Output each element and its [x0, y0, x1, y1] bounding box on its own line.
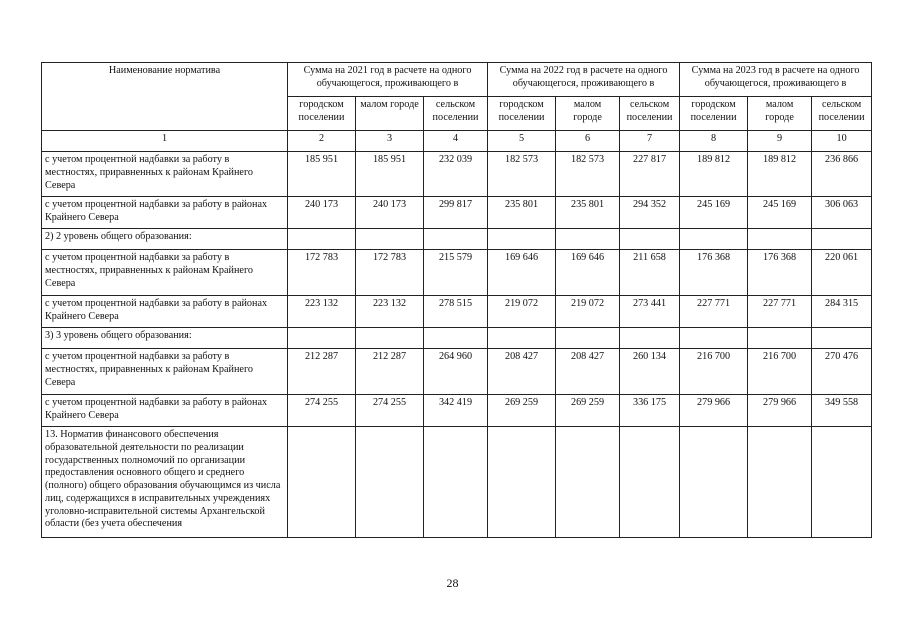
value-cell: 208 427	[488, 349, 556, 395]
value-cell: 260 134	[620, 349, 680, 395]
value-cell	[488, 328, 556, 349]
sub-header-city: городском поселении	[288, 97, 356, 131]
table-row	[42, 328, 872, 349]
value-cell: 169 646	[488, 250, 556, 296]
norm-label: с учетом процентной надбавки за работу в местностях, приравненных к районам Крайнего Севера	[42, 349, 288, 395]
value-cell: 274 255	[356, 395, 424, 427]
table-row	[42, 152, 872, 197]
sub-header-town: малом городе	[356, 97, 424, 131]
column-number: 8	[680, 131, 748, 152]
column-number: 9	[748, 131, 812, 152]
value-cell: 223 132	[356, 296, 424, 328]
value-cell: 240 173	[288, 197, 356, 229]
norms-table	[41, 62, 872, 538]
page-number: 28	[446, 576, 459, 590]
value-cell: 208 427	[556, 349, 620, 395]
value-cell	[556, 328, 620, 349]
value-cell	[680, 427, 748, 538]
column-number: 5	[488, 131, 556, 152]
value-cell: 270 476	[812, 349, 872, 395]
value-cell: 227 817	[620, 152, 680, 197]
norm-label: с учетом процентной надбавки за работу в местностях, приравненных к районам Крайнего Севера	[42, 250, 288, 296]
value-cell: 182 573	[488, 152, 556, 197]
value-cell	[748, 427, 812, 538]
sub-header-town: малом городе	[748, 97, 812, 131]
value-cell: 279 966	[680, 395, 748, 427]
value-cell: 172 783	[356, 250, 424, 296]
table-row	[42, 197, 872, 229]
name-header: Наименование норматива	[42, 63, 288, 131]
value-cell: 189 812	[748, 152, 812, 197]
value-cell: 274 255	[288, 395, 356, 427]
value-cell	[556, 229, 620, 250]
sub-header-town: малом городе	[556, 97, 620, 131]
value-cell	[556, 427, 620, 538]
value-cell: 336 175	[620, 395, 680, 427]
value-cell: 235 801	[488, 197, 556, 229]
value-cell: 349 558	[812, 395, 872, 427]
value-cell	[812, 328, 872, 349]
value-cell: 299 817	[424, 197, 488, 229]
table-row	[42, 395, 872, 427]
value-cell	[620, 328, 680, 349]
norm-label: 2) 2 уровень общего образования:	[42, 229, 288, 250]
year-header-2022: Сумма на 2022 год в расчете на одного обучающегося, проживающего в	[488, 63, 680, 97]
value-cell	[424, 328, 488, 349]
norm-label	[42, 427, 288, 538]
table-row	[42, 349, 872, 395]
norm-label: с учетом процентной надбавки за работу в районах Крайнего Севера	[42, 395, 288, 427]
value-cell: 306 063	[812, 197, 872, 229]
value-cell: 269 259	[556, 395, 620, 427]
column-number: 2	[288, 131, 356, 152]
value-cell	[356, 328, 424, 349]
value-cell: 219 072	[488, 296, 556, 328]
sub-header-city: городском поселении	[488, 97, 556, 131]
value-cell	[424, 229, 488, 250]
table-row	[42, 250, 872, 296]
sub-header-rural: сельском поселении	[812, 97, 872, 131]
value-cell	[812, 229, 872, 250]
value-cell	[356, 427, 424, 538]
column-number: 6	[556, 131, 620, 152]
value-cell	[356, 229, 424, 250]
value-cell: 216 700	[748, 349, 812, 395]
value-cell: 235 801	[556, 197, 620, 229]
value-cell: 223 132	[288, 296, 356, 328]
norm-label: с учетом процентной надбавки за работу в районах Крайнего Севера	[42, 197, 288, 229]
norm-label-text: 13. Норматив финансового обеспечения образовательной деятельности по реализации государственных полномочий по организации предоставления основного общего и среднего (полного) общего образования обучающимся из числа лиц, содержащихся в исправительных учреждениях уголовно-исправительной системы Архангельской области (без учета обеспечения	[45, 429, 281, 530]
value-cell: 185 951	[288, 152, 356, 197]
value-cell: 264 960	[424, 349, 488, 395]
sub-header-rural: сельском поселении	[620, 97, 680, 131]
sub-header-city: городском поселении	[680, 97, 748, 131]
norm-label: с учетом процентной надбавки за работу в районах Крайнего Севера	[42, 296, 288, 328]
value-cell	[288, 328, 356, 349]
value-cell	[680, 229, 748, 250]
value-cell: 220 061	[812, 250, 872, 296]
value-cell: 227 771	[680, 296, 748, 328]
year-header-2023: Сумма на 2023 год в расчете на одного обучающегося, проживающего в	[680, 63, 872, 97]
value-cell: 182 573	[556, 152, 620, 197]
value-cell	[620, 427, 680, 538]
sub-header-rural: сельском поселении	[424, 97, 488, 131]
value-cell: 215 579	[424, 250, 488, 296]
value-cell: 342 419	[424, 395, 488, 427]
column-number: 7	[620, 131, 680, 152]
value-cell	[488, 427, 556, 538]
column-number: 3	[356, 131, 424, 152]
value-cell: 240 173	[356, 197, 424, 229]
value-cell: 216 700	[680, 349, 748, 395]
value-cell: 294 352	[620, 197, 680, 229]
value-cell	[424, 427, 488, 538]
value-cell: 211 658	[620, 250, 680, 296]
value-cell	[288, 229, 356, 250]
value-cell: 212 287	[356, 349, 424, 395]
value-cell: 273 441	[620, 296, 680, 328]
value-cell	[812, 427, 872, 538]
value-cell: 245 169	[680, 197, 748, 229]
column-number: 1	[42, 131, 288, 152]
table-row	[42, 427, 872, 538]
value-cell: 232 039	[424, 152, 488, 197]
value-cell	[748, 328, 812, 349]
column-number: 4	[424, 131, 488, 152]
value-cell: 284 315	[812, 296, 872, 328]
table-row	[42, 296, 872, 328]
value-cell: 269 259	[488, 395, 556, 427]
value-cell	[680, 328, 748, 349]
value-cell: 219 072	[556, 296, 620, 328]
value-cell: 189 812	[680, 152, 748, 197]
value-cell	[488, 229, 556, 250]
column-number: 10	[812, 131, 872, 152]
year-header-2021: Сумма на 2021 год в расчете на одного обучающегося, проживающего в	[288, 63, 488, 97]
norm-label: 3) 3 уровень общего образования:	[42, 328, 288, 349]
value-cell: 278 515	[424, 296, 488, 328]
value-cell	[748, 229, 812, 250]
value-cell: 185 951	[356, 152, 424, 197]
table-row	[42, 229, 872, 250]
value-cell: 227 771	[748, 296, 812, 328]
value-cell: 169 646	[556, 250, 620, 296]
column-index-row	[42, 131, 872, 152]
value-cell: 176 368	[748, 250, 812, 296]
value-cell	[620, 229, 680, 250]
norm-label: с учетом процентной надбавки за работу в местностях, приравненных к районам Крайнего Севера	[42, 152, 288, 197]
value-cell	[288, 427, 356, 538]
value-cell: 176 368	[680, 250, 748, 296]
value-cell: 279 966	[748, 395, 812, 427]
value-cell: 236 866	[812, 152, 872, 197]
value-cell: 212 287	[288, 349, 356, 395]
value-cell: 245 169	[748, 197, 812, 229]
value-cell: 172 783	[288, 250, 356, 296]
